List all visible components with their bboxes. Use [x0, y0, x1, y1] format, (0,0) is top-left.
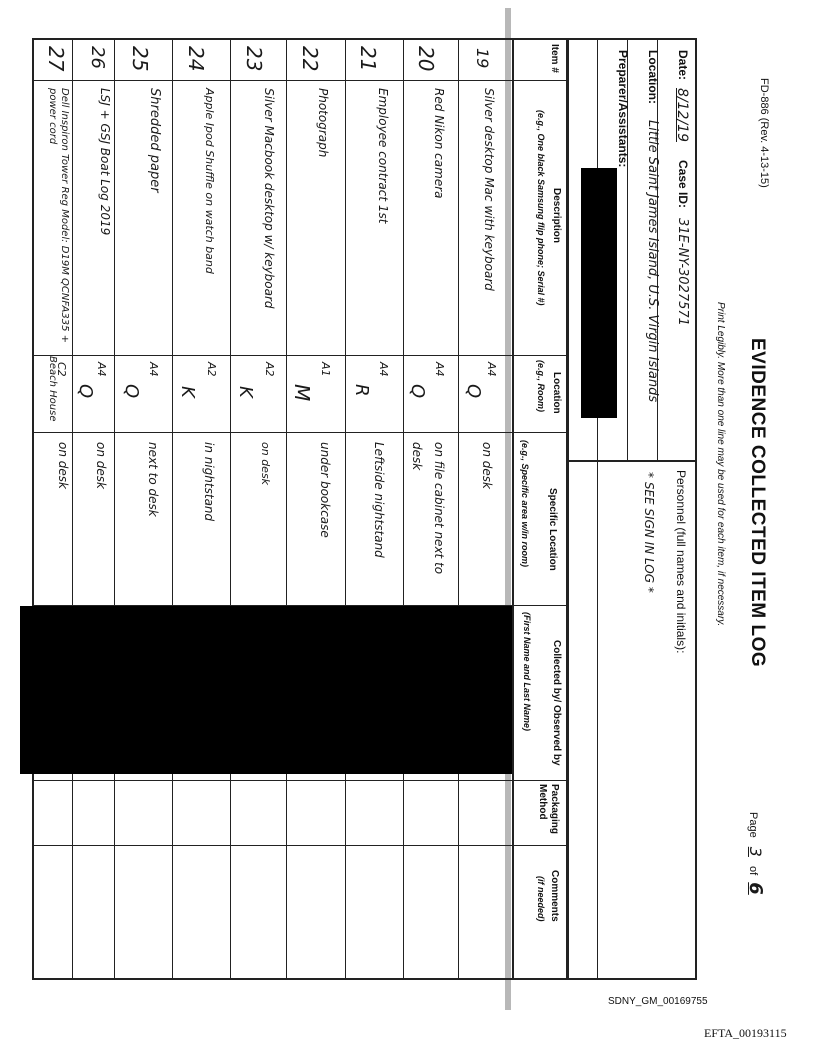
- row-23-specific-location: on desk: [259, 442, 272, 486]
- page-label: Page: [747, 812, 759, 838]
- row-22-room: A1: [319, 362, 332, 377]
- column-header-specific-location: Specific Location: [547, 488, 558, 571]
- column-header-collected-by: Collected by/ Observed by: [551, 640, 562, 766]
- row-26-item: 26: [87, 46, 108, 69]
- row-20-location: Q: [407, 384, 428, 399]
- row-19-location: Q: [463, 384, 484, 399]
- collected-by-redaction: [20, 606, 512, 774]
- row-22-location: M: [290, 384, 314, 402]
- row-19-room: A4: [485, 362, 498, 377]
- case-label: Case ID:: [676, 160, 690, 209]
- column-header-collected-by-sub: (First Name and Last Name): [522, 612, 532, 732]
- efta-number: EFTA_00193115: [704, 1026, 787, 1040]
- row-25-room: A4: [147, 362, 160, 377]
- row-27-location: Beach House: [47, 356, 58, 422]
- personnel-label: Personnel (full names and initials):: [674, 470, 688, 654]
- row-21-description: Employee contract 1st: [376, 88, 390, 224]
- case-value: 31E-NY-3027571: [675, 218, 690, 326]
- column-header-description: Description: [551, 188, 562, 244]
- column-header-item: Item #: [549, 44, 560, 73]
- row-24-description: Apple Ipod Shuffle on watch band: [203, 88, 216, 274]
- row-26-room: A4: [95, 362, 108, 377]
- row-23-item: 23: [242, 46, 266, 72]
- row-24-item: 24: [184, 46, 208, 72]
- row-24-room: A2: [205, 362, 218, 377]
- row-22-item: 22: [298, 46, 322, 72]
- page-title: EVIDENCE COLLECTED ITEM LOG: [747, 338, 768, 668]
- column-header-comments-sub: (if needed): [536, 876, 546, 922]
- row-20-description: Red Nikon camera: [432, 88, 446, 199]
- row-23-location: K: [235, 386, 256, 398]
- row-19-item: 19: [473, 48, 492, 69]
- page-total: 6: [745, 882, 766, 895]
- row-24-specific-location: in nightstand: [202, 442, 216, 522]
- column-header-packaging: Packaging Method: [537, 784, 560, 835]
- row-25-specific-location: next to desk: [146, 442, 160, 517]
- row-27-item: 27: [44, 46, 68, 72]
- page-indicator: [745, 812, 766, 895]
- row-20-specific-location: on file cabinet next to desk: [410, 442, 446, 575]
- location-value: Little Saint James Island, U.S. Virgin Islands: [645, 120, 660, 403]
- page-number: 3: [746, 846, 765, 857]
- row-20-room: A4: [433, 362, 446, 377]
- date-value: 8/12/19: [674, 88, 690, 142]
- column-header-location: Location: [551, 372, 562, 414]
- row-21-room: A4: [377, 362, 390, 377]
- row-23-room: A2: [263, 362, 276, 377]
- row-19-specific-location: on desk: [480, 442, 494, 489]
- row-21-specific-location: Leftside nightstand: [372, 442, 386, 558]
- row-22-description: Photograph: [316, 88, 330, 158]
- row-25-location: Q: [121, 384, 142, 399]
- row-27-room: C2: [55, 362, 68, 377]
- row-21-item: 21: [356, 46, 380, 72]
- row-19-description: Silver desktop Mac with keyboard: [482, 88, 496, 291]
- row-27-description: Dell Inspiron Tower Reg Model: D19M QCNFA335 + power cord: [47, 88, 70, 343]
- row-26-location: Q: [75, 384, 96, 399]
- column-header-comments: Comments: [549, 870, 560, 922]
- preparer-label: Preparer/Assistants:: [616, 50, 630, 168]
- page-subtitle: Print Legibly. More than one line may be used for each item, if necessary.: [715, 302, 726, 627]
- date-label: Date:: [676, 50, 690, 81]
- row-26-description: LSJ + GSJ Boat Log 2019: [98, 88, 112, 236]
- of-label: of: [747, 866, 759, 876]
- row-25-description: Shredded paper: [147, 88, 162, 193]
- personnel-value: * SEE SIGN IN LOG *: [642, 472, 656, 593]
- location-label: Location:: [646, 50, 660, 104]
- row-27-specific-location: on desk: [56, 442, 70, 489]
- column-header-description-sub: (e.g., One black Samsung flip phone; Serial #): [536, 110, 546, 306]
- row-20-item: 20: [414, 46, 438, 72]
- preparer-redaction: [581, 168, 617, 418]
- column-header-location-sub: (e.g., Room): [536, 360, 546, 412]
- row-26-specific-location: on desk: [94, 442, 108, 489]
- bates-number: SDNY_GM_00169755: [608, 996, 708, 1007]
- row-21-location: R: [351, 384, 372, 397]
- form-id: FD-886 (Rev. 4-13-15): [758, 78, 770, 188]
- row-24-location: K: [177, 386, 198, 398]
- row-22-specific-location: under bookcase: [318, 442, 332, 538]
- row-23-description: Silver Macbook desktop w/ keyboard: [262, 88, 276, 309]
- column-header-specific-location-sub: (e.g., Specific area w/in room): [520, 440, 530, 568]
- row-25-item: 25: [128, 46, 152, 72]
